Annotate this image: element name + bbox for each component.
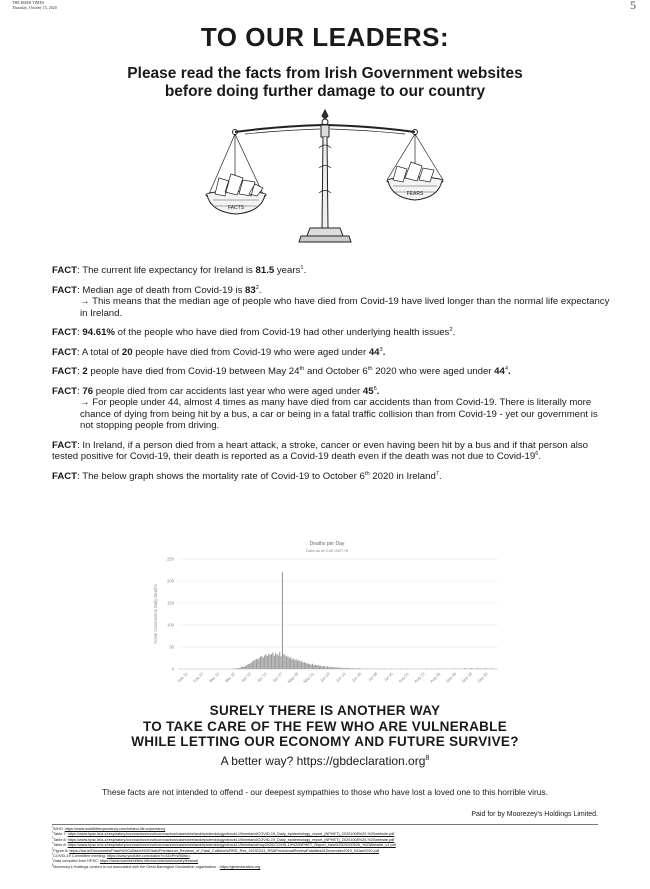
chart-bar [257,659,258,669]
fact-value: . [376,385,380,397]
fact-value: 83 [245,284,256,296]
chart-xtick-label: Jun 02 [318,671,331,684]
closing-statement [0,703,650,750]
footnote-number: 4 [52,842,54,845]
page-title: TO OUR LEADERS: [200,22,450,52]
chart-ytick-label: 100 [167,622,174,628]
chart-bar [264,655,265,669]
chart-bar [248,664,249,669]
chart-bar [323,666,324,669]
fact-value: 45 [362,385,374,397]
fact-value: 76 [82,385,94,397]
chart-bar [342,668,343,669]
chart-bar [349,668,350,669]
fact-item [52,440,612,463]
chart-bar [300,662,301,669]
chart-bar [324,666,325,669]
better-way-text [0,754,650,768]
footnote-number: 1 [52,826,54,829]
fact-label: FACT [52,439,78,451]
fact-text: and October 6 [304,366,368,377]
fact-superscript: 3 [379,346,383,353]
fact-item [52,366,612,378]
masthead-date: Thursday, October 15, 2020 [12,5,57,10]
fact-text: . [258,284,262,296]
chart-ytick-label: 200 [167,578,174,584]
chart-bar [294,660,295,669]
chart-ylabel: Novel Coronavirus Daily Deaths [153,584,158,644]
chart-bar [308,664,309,669]
fact-text: : The current life expectancy for Ireland is [77,265,256,276]
chart-xtick-label: Apr 03 [239,671,252,684]
footnote-link[interactable]: https://www.worldlifeexpectancy.com/ireland-life-expectancy [64,827,166,831]
fact-label: FACT [52,470,78,482]
fact-item [52,285,612,320]
chart-bar [302,662,303,669]
chart-bar [279,652,280,669]
chart-bar [312,664,313,669]
subheadline [0,65,650,101]
chart-bar [256,659,257,669]
chart-xtick-label: Mar 10 [207,671,221,684]
chart-bar [331,667,332,669]
fact-text: : A total of [77,346,122,358]
chart-bar [304,662,305,669]
chart-bar [245,666,246,669]
chart-bar [268,654,269,669]
chart-bar [326,667,327,669]
fact-text: . [538,451,542,462]
chart-bar [293,658,294,669]
chart-bar [270,655,271,669]
footnotes [52,827,612,870]
chart-bar [250,663,251,669]
masthead-paper: THE IRISH TIMES [12,0,45,5]
chart-bar [315,665,316,669]
footnote-label: Moorezey's Holdings Limited is not associated with the Great Barrington Declaration organisation - [53,864,220,869]
fact-superscript: 5 [373,385,377,392]
scales-illustration [205,108,445,256]
chart-ytick-label: 50 [169,644,174,650]
fact-text: : The below graph shows the mortality rate of Covid-19 to October 6 [77,470,365,482]
chart-bar [352,668,353,669]
fact-item [52,347,612,359]
fact-label: FACT [52,346,78,358]
fact-value: . [508,366,511,377]
chart-xtick-label: May 21 [302,671,316,684]
fact-label: FACT [52,385,78,397]
fact-text: 2020 in Ireland [369,470,436,482]
chart-xtick-label: Apr 27 [271,671,284,684]
chart-bar [335,668,336,669]
fact-value: 44 [368,346,380,358]
chart-bar [348,668,349,669]
footnote-link[interactable]: https://rsa.ie/Documents/Fatal%20Collision%20Stats/Provisional_Reviews_of_Fatal_Collisions/RRD_Res_20191231_RSAProvisionalReviewFatalities31December2019_03Jan2020.pdf [69,848,379,853]
chart-bar [246,665,247,669]
footnote-number: 6 [52,853,54,856]
chart-bar [261,656,262,669]
fact-text: : [77,385,83,397]
chart-bar [282,572,283,669]
chart-bar [238,668,239,669]
chart-bar [287,656,288,669]
fact-text: . [438,470,442,482]
fact-superscript: 4 [504,365,509,372]
chart-xtick-label: May 09 [286,671,300,684]
chart-xtick-label: Jul 20 [382,671,394,683]
fact-superscript: 2 [255,284,259,291]
page-number: 5 [630,0,636,12]
chart-bar [316,665,317,669]
scale-left-label: FACTS [227,205,245,211]
chart-bar [333,667,334,669]
chart-xtick-label: Sep 06 [444,671,458,684]
deaths-per-day-chart [148,537,506,697]
footnote-label: Table 8: [53,843,68,848]
chart-xtick-label: Aug 01 [397,671,410,684]
chart-bar [286,657,287,669]
footnote-link[interactable]: https://www.worldometers.info/coronavirus/country/ireland/ [99,859,199,864]
footnote-number: 3 [52,837,54,840]
chart-xtick-label: Mar 22 [223,671,237,684]
chart-bar [339,668,340,669]
chart-bar [322,666,323,669]
chart-xtick-label: Aug 13 [413,671,426,684]
chart-xtick-label: Aug 25 [428,671,442,684]
chart-bar [317,665,318,669]
fact-label: FACT [52,265,78,276]
chart-bar [343,668,344,669]
chart-xtick-label: Feb 15 [176,671,189,684]
chart-bar [346,668,347,669]
chart-ytick-label: 150 [167,600,174,606]
paid-by: Paid for by Moorezey's Holdings Limited. [471,811,598,818]
chart-bar [464,668,465,669]
chart-bar [341,668,342,669]
fact-text: : In Ireland, if a person died from a heart attack, a stroke, cancer or even having been hit by a bus and if that person also tested positive for Covid-19, their death is reported as a Covid-19 death even if the death was not due to Covid-19 [52,439,588,462]
chart-bar [330,667,331,669]
chart-bar [274,656,275,669]
chart-bar [263,658,264,669]
chart-subtitle: Data as of 0:00 GMT+8 [306,548,348,553]
chart-bar [291,659,292,669]
chart-bar [244,667,245,669]
footnote-link[interactable]: https://www.hpsc.ie/a-z/respiratory/coronavirus/novelcoronavirus/casesinireland/epidemiologyofcovid-19inireland/may2020/COVID-19%20NPHET_Report_New%2020200526_%20Website_v1.pdf [67,843,396,848]
fact-superscript: th [364,470,370,477]
chart-bar [309,664,310,669]
chart-bar [337,667,338,669]
fact-text: people died from car accidents last year who were aged under [93,385,363,397]
chart-bar [338,668,339,669]
footnote-link[interactable]: https://gbdeclaration.org [219,864,261,869]
chart-xtick-label: Jun 26 [350,671,363,684]
subheadline-line: before doing further damage to our country [164,83,486,100]
chart-bar [272,653,273,669]
chart-bar [298,660,299,669]
chart-bar [311,665,312,669]
chart-bar [259,658,260,669]
chart-bar [297,661,298,669]
chart-bar [260,657,261,669]
chart-xtick-label: Feb 27 [192,671,205,684]
chart-bar [491,668,492,669]
footnote-number: 8 [52,864,54,867]
scale-right-label: FEARS [406,191,424,197]
chart-bar [289,658,290,669]
footnote-label: Table 7: [53,832,68,837]
footnote-ref: 8 [425,753,430,762]
fact-text: people have died from Covid-19 who were aged under [132,346,369,358]
fact-label: FACT [52,366,78,377]
fact-superscript: th [367,365,373,372]
chart-bar [252,662,253,669]
footnote-number: 2 [52,832,54,835]
chart-bar [327,666,328,669]
chart-bar [359,668,360,669]
fact-note: → This means that the median age of people who have died from Covid-19 have lived longer than the normal life expectancy in Ireland. [80,296,610,319]
chart-bar [290,657,291,669]
chart-ytick-label: 0 [171,666,174,672]
footnote-label: WHO: [53,827,65,831]
fact-value: 2 [82,366,88,377]
fact-value: . [382,346,386,358]
fact-value: 20 [121,346,133,358]
chart-bar [319,666,320,669]
fact-text: . [452,327,456,338]
chart-bar [278,655,279,669]
chart-bar [285,655,286,669]
chart-title: Deaths per Day [309,541,345,547]
better-way-link[interactable]: A better way? https://gbdeclaration.org [220,754,426,768]
chart-bar [271,654,272,669]
chart-bar [242,666,243,669]
fact-superscript: th [299,365,305,372]
chart-bar [478,668,479,669]
chart-bar [301,661,302,669]
chart-bar [265,654,266,669]
chart-xtick-label: Jun 14 [334,671,347,684]
chart-bar [471,668,472,669]
fact-label: FACT [52,327,78,338]
fact-item [52,327,612,339]
chart-bar [320,665,321,669]
footnote-number: 7 [52,859,54,862]
footnote-divider [52,824,598,825]
closing-line: SURELY THERE IS ANOTHER WAY [209,703,441,718]
fact-value: 44 [494,366,505,377]
chart-bar [328,667,329,669]
fact-text: 2020 who were aged under [372,366,495,377]
fact-item [52,386,612,432]
closing-line: WHILE LETTING OUR ECONOMY AND FUTURE SURVIVE? [131,734,519,749]
fact-note: → For people under 44, almost 4 times as many have died from car accidents than from Covid-19. There is literally more chance of dying from being hit by a bus, a car or being in a fatal traffic collision than from Covid-19 - yet our government is not stopping people from driving. [80,397,598,431]
chart-xtick-label: Sep 18 [460,671,473,684]
fact-superscript: 2 [449,326,453,333]
chart-bar [281,656,282,669]
fact-text: . [303,265,307,276]
fact-text: years [274,265,301,276]
chart-bar [334,667,335,669]
fact-text: : [77,366,83,377]
chart-bar [275,653,276,669]
fact-superscript: 7 [435,470,439,477]
chart-xtick-label: Jul 08 [367,671,379,683]
chart-bar [345,668,346,669]
fact-item [52,265,612,277]
footnote-link[interactable]: https://www.hpsc.ie/a-z/respiratory/coronavirus/novelcoronavirus/casesinireland/epidemiologyofcovid-19inireland/COVID-19_Daily_epidemiology_report_(NPHET)_20201008%20-%20website.pdf [67,832,395,837]
chart-bar [313,665,314,669]
chart-bar [267,656,268,669]
footnote-item [52,865,612,870]
chart-bar [305,663,306,669]
chart-ytick-label: 250 [167,556,174,562]
fact-label: FACT [52,284,78,296]
footnote-label: Table 8: [53,837,68,842]
fact-item [52,471,612,483]
footnote-link[interactable]: https://www.hpsc.ie/a-z/respiratory/coronavirus/novelcoronavirus/casesinireland/epidemiologyofcovid-19inireland/COVID-19_Daily_epidemiology_report_(NPHET)_20201008%20-%20website.pdf [67,837,395,842]
facts-list [52,265,612,490]
chart-bar [354,668,355,669]
chart-bar [253,661,254,669]
fact-superscript: 6 [535,450,539,457]
masthead [12,0,57,10]
fact-text: : Median age of death from Covid-19 is [77,284,246,296]
chart-bar [307,663,308,669]
chart-bar [484,668,485,669]
chart-bar [276,654,277,669]
fact-value: 81.5 [255,265,275,276]
chart-bar [296,659,297,669]
footnote-link[interactable]: https://www.youtube.com/watch?v=tZoPnWWaxu [106,854,190,859]
footnote-label: Data compiled from HPSC: [53,859,100,864]
chart-bar [249,664,250,669]
fact-text: of the people who have died from Covid-19 had other underlying health issues [114,327,450,338]
fact-superscript: 1 [300,264,304,271]
footnote-label: COVID-19 Committee meeting: [53,854,107,859]
chart-bar [241,667,242,669]
footnote-label: Figure 8: [53,848,70,853]
chart-bar [255,660,256,669]
chart-xtick-label: Sep 30 [476,671,489,684]
fact-value: 94.61% [82,327,115,338]
subheadline-line: Please read the facts from Irish Government websites [127,65,523,82]
footnote-number: 5 [52,848,54,851]
fact-text: : [77,327,83,338]
chart-bar [283,654,284,669]
chart-bar [237,668,238,669]
disclaimer: These facts are not intended to offend - our deepest sympathies to those who have lost a loved one to this horrible virus. [102,787,548,797]
chart-xtick-label: Apr 15 [255,671,268,684]
chart-bar [239,668,240,669]
fact-text: people have died from Covid-19 between May 24 [87,366,300,377]
closing-line: TO TAKE CARE OF THE FEW WHO ARE VULNERABLE [142,718,508,734]
